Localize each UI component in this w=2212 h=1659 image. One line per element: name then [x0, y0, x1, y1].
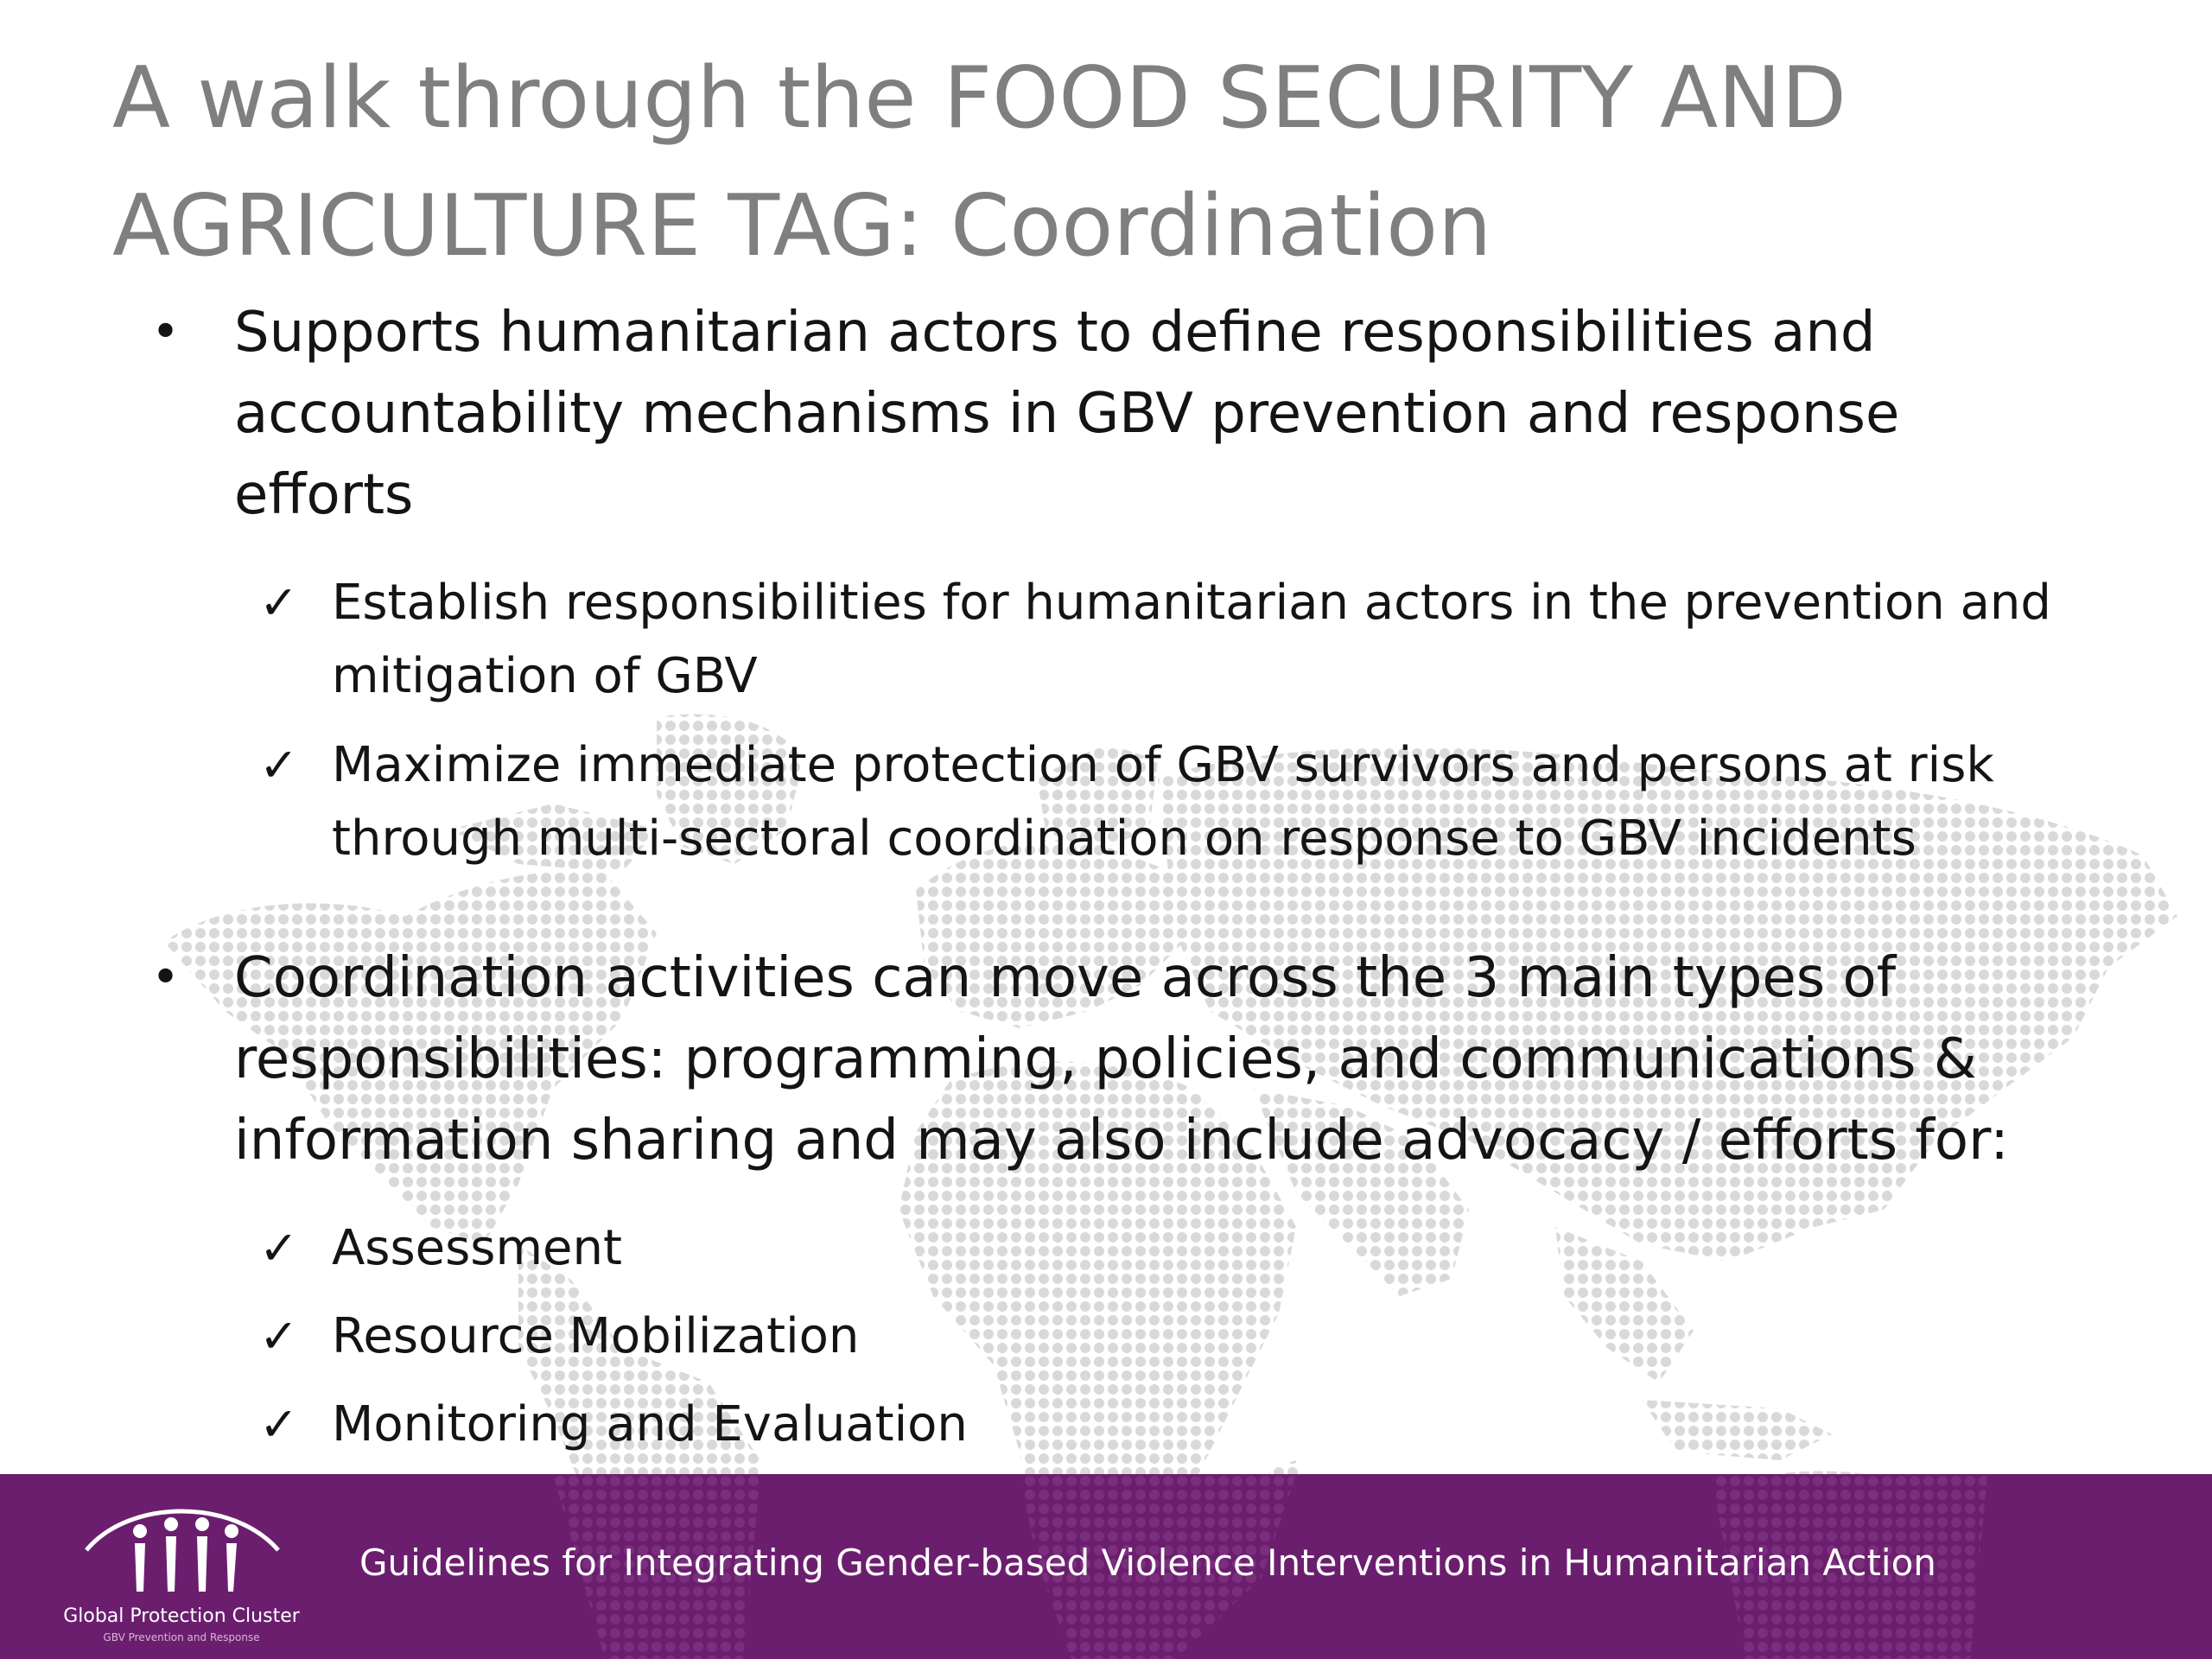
footer-bar: [0, 1474, 2212, 1659]
global-protection-cluster-logo: [52, 1490, 311, 1654]
sub-bullet-text: Maximize immediate protection of GBV survivors and persons at risk through multi-sectoral coordination on response to GBV incidents: [332, 737, 1994, 867]
checkmark-icon: ✓: [259, 1397, 299, 1452]
bullet-marker: •: [151, 950, 181, 1006]
sub-bullet-text: Monitoring and Evaluation: [332, 1396, 968, 1452]
sub-bullet-text: Establish responsibilities for humanitarian actors in the prevention and mitigation of GBV: [332, 575, 2051, 704]
footer-text: Guidelines for Integrating Gender-based Violence Interventions in Humanitarian Action: [359, 1541, 1936, 1584]
checkmark-icon: ✓: [259, 575, 299, 630]
bullet-text: Coordination activities can move across the 3 main types of responsibilities: programming, policies, and communications & information sharing and may also include advocacy / efforts for:: [234, 946, 2009, 1173]
checkmark-icon: ✓: [259, 1221, 299, 1275]
sub-bullet-item: [259, 728, 2074, 875]
checkmark-icon: ✓: [259, 738, 299, 792]
bullet-marker: •: [151, 304, 181, 360]
logo-name: Global Protection Cluster: [63, 1605, 300, 1627]
sub-bullet-text: Resource Mobilization: [332, 1308, 860, 1364]
slide-title-line-1: A walk through the FOOD SECURITY AND: [112, 49, 1847, 148]
bullet-item: [151, 938, 2087, 1181]
sub-bullet-item: [259, 1388, 2074, 1461]
logo-subtitle: GBV Prevention and Response: [103, 1631, 260, 1643]
checkmark-icon: ✓: [259, 1309, 299, 1363]
sub-bullet-text: Assessment: [332, 1220, 622, 1276]
slide-title-line-2: AGRICULTURE TAG: Coordination: [112, 177, 1492, 276]
sub-bullet-item: [259, 1300, 2074, 1373]
logo-figures-icon: [52, 1490, 311, 1602]
sub-bullet-item: [259, 1211, 2074, 1285]
sub-bullet-item: [259, 566, 2074, 713]
bullet-text: Supports humanitarian actors to define responsibilities and accountability mechanisms in GBV prevention and response efforts: [234, 301, 1900, 527]
bullet-item: [151, 292, 2087, 536]
